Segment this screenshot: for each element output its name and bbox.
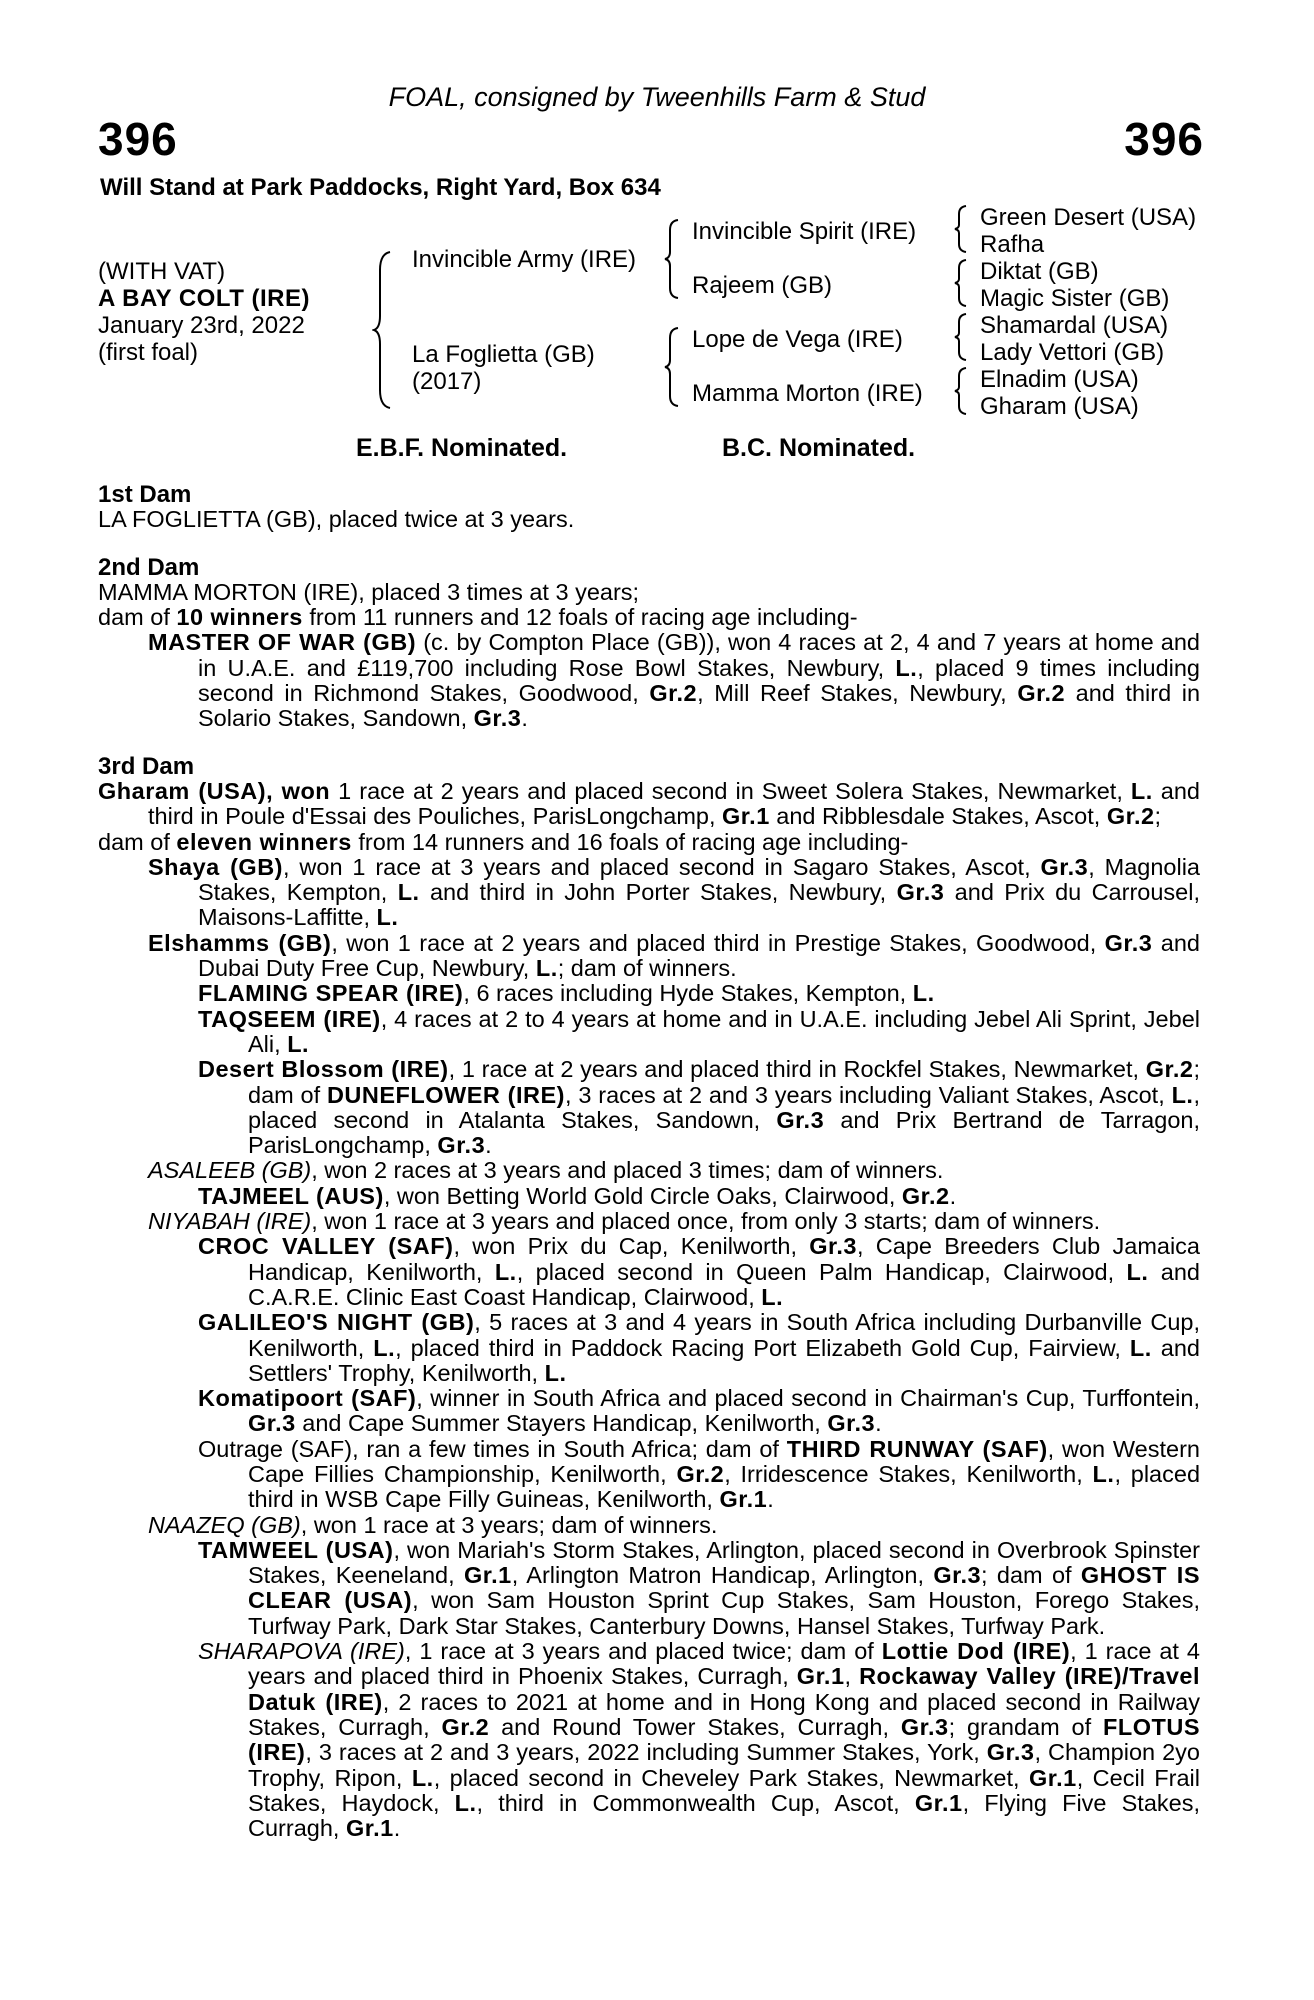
first-dam-heading: 1st Dam	[98, 481, 192, 508]
consignor-line: FOAL, consigned by Tweenhills Farm & Stud	[388, 82, 926, 112]
pedigree-sire-dam: Rajeem (GB)	[692, 272, 833, 299]
second-dam-line: MAMMA MORTON (IRE), placed 3 times at 3 years;	[98, 578, 640, 605]
foal-note: (first foal)	[98, 339, 199, 366]
list-item-tamweel: TAMWEEL (USA), won Mariah's Storm Stakes, Arlington, placed second in Overbrook Spinster Stakes, Keeneland, Gr.1, Arlington Matron Handicap, Arlington, Gr.3; dam of GHOST IS CLEAR (USA), won Sam Houston Sprint Cup Stakes, Sam Houston, Forego Stakes, Turfway Park, Dark Star Stakes, Canterbury Downs, Hansel Stakes, Turfway Park.	[198, 1536, 1201, 1639]
foaling-date: January 23rd, 2022	[98, 312, 305, 339]
pedigree-gen3-6: Lady Vettori (GB)	[980, 339, 1165, 366]
list-item-flaming-spear: FLAMING SPEAR (IRE), 6 races including Hyde Stakes, Kempton, L.	[198, 980, 935, 1007]
pedigree-brace-gen3-2	[954, 258, 968, 308]
pedigree-brace-sire	[664, 218, 680, 300]
pedigree-dam-year: (2017)	[412, 368, 482, 395]
list-item-komatipoort: Komatipoort (SAF), winner in South Africa and placed second in Chairman's Cup, Turffontein, Gr.3 and Cape Summer Stayers Handicap, Kenilworth, Gr.3.	[198, 1385, 1200, 1437]
list-item-desert-blossom: Desert Blossom (IRE), 1 race at 2 years and placed third in Rockfel Stakes, Newmarket, Gr.2; dam of DUNEFLOWER (IRE), 3 races at 2 and 3 years including Valiant Stakes, Ascot, L., placed second in Atalanta Stakes, Sandown, Gr.3 and Prix Bertrand de Tarragon, ParisLongchamp, Gr.3.	[198, 1056, 1200, 1159]
pedigree-sire: Invincible Army (IRE)	[412, 246, 637, 273]
pedigree-dam-dam: Mamma Morton (IRE)	[692, 380, 923, 407]
pedigree-brace-main	[372, 250, 394, 410]
list-item-asaleeb: ASALEEB (GB), won 2 races at 3 years and placed 3 times; dam of winners.	[148, 1157, 944, 1184]
list-item-tajmeel: TAJMEEL (AUS), won Betting World Gold Circle Oaks, Clairwood, Gr.2.	[198, 1182, 957, 1209]
pedigree-brace-gen3-4	[954, 366, 968, 416]
list-item-elshamms: Elshamms (GB), won 1 race at 2 years and placed third in Prestige Stakes, Goodwood, Gr.3 and Dubai Duty Free Cup, Newbury, L.; dam of winners.	[148, 929, 1200, 982]
pedigree-gen3-8: Gharam (USA)	[980, 393, 1139, 420]
stand-location: Will Stand at Park Paddocks, Right Yard, Box 634	[100, 174, 661, 201]
lot-number-left: 396	[98, 113, 178, 165]
pedigree-sire-sire: Invincible Spirit (IRE)	[692, 218, 917, 245]
pedigree-gen3-5: Shamardal (USA)	[980, 312, 1169, 339]
second-dam-heading: 2nd Dam	[98, 553, 200, 581]
list-item-naazeq: NAAZEQ (GB), won 1 race at 3 years; dam of winners.	[148, 1511, 718, 1538]
lot-number-right: 396	[1124, 113, 1204, 165]
first-dam-text: LA FOGLIETTA (GB), placed twice at 3 years.	[98, 506, 575, 533]
dam-line-text	[98, 482, 1200, 1841]
third-dam-gharam: Gharam (USA), won 1 race at 2 years and placed second in Sweet Solera Stakes, Newmarket, L. and third in Poule d'Essai des Pouliches, ParisLongchamp, Gr.1 and Ribblesdale Stakes, Ascot, Gr.2;	[98, 777, 1200, 830]
list-item-sharapova: SHARAPOVA (IRE), 1 race at 3 years and placed twice; dam of Lottie Dod (IRE), 1 race at 4 years and placed third in Phoenix Stakes, Curragh, Gr.1, Rockaway Valley (IRE)/Travel Datuk (IRE), 2 races to 2021 at home and in Hong Kong and placed second in Railway Stakes, Curragh, Gr.2 and Round Tower Stakes, Curragh, Gr.3; grandam of FLOTUS (IRE), 3 races at 2 and 3 years, 2022 including Summer Stakes, York, Gr.3, Champion 2yo Trophy, Ripon, L., placed second in Cheveley Park Stakes, Newmarket, Gr.1, Cecil Frail Stakes, Haydock, L., third in Commonwealth Cup, Ascot, Gr.1, Flying Five Stakes, Curragh, Gr.1.	[198, 1638, 1201, 1842]
list-item-croc-valley: CROC VALLEY (SAF), won Prix du Cap, Kenilworth, Gr.3, Cape Breeders Club Jamaica Handicap, Kenilworth, L., placed second in Queen Palm Handicap, Clairwood, L. and C.A.R.E. Clinic East Coast Handicap, Clairwood, L.	[198, 1233, 1200, 1310]
pedigree-brace-gen3-1	[954, 204, 968, 254]
pedigree-gen3-1: Green Desert (USA)	[980, 204, 1197, 231]
list-item-taqseem: TAQSEEM (IRE), 4 races at 2 to 4 years at home and in U.A.E. including Jebel Ali Sprint, Jebel Ali, L.	[198, 1005, 1200, 1057]
list-item-outrage: Outrage (SAF), ran a few times in South Africa; dam of THIRD RUNWAY (SAF), won Western Cape Fillies Championship, Kenilworth, Gr.2, Irridescence Stakes, Kenilworth, L., placed third in WSB Cape Filly Guineas, Kenilworth, Gr.1.	[198, 1435, 1201, 1513]
list-item-niyabah: NIYABAH (IRE), won 1 race at 3 years and placed once, from only 3 starts; dam of winners.	[148, 1208, 1101, 1235]
horse-description: A BAY COLT (IRE)	[98, 285, 311, 312]
pedigree-brace-dam	[664, 326, 680, 408]
horse-identity	[98, 258, 310, 366]
vat-note: (WITH VAT)	[98, 258, 226, 285]
pedigree-gen3-4: Magic Sister (GB)	[980, 285, 1170, 312]
third-dam-heading: 3rd Dam	[98, 752, 195, 780]
pedigree-gen3-2: Rafha	[980, 231, 1045, 258]
second-dam-produce: dam of 10 winners from 11 runners and 12 foals of racing age including-	[98, 604, 858, 631]
list-item-galileos-night: GALILEO'S NIGHT (GB), 5 races at 3 and 4 years in South Africa including Durbanville Cup, Kenilworth, L., placed third in Paddock Racing Port Elizabeth Gold Cup, Fairview, L. and Settlers' Trophy, Kenilworth, L.	[198, 1309, 1200, 1386]
pedigree-dam-sire: Lope de Vega (IRE)	[692, 326, 903, 353]
pedigree-gen3-3: Diktat (GB)	[980, 258, 1099, 285]
ebf-nomination: E.B.F. Nominated.	[356, 434, 568, 462]
pedigree-brace-gen3-3	[954, 312, 968, 362]
list-item-master-of-war: MASTER OF WAR (GB) (c. by Compton Place (GB)), won 4 races at 2, 4 and 7 years at home and in U.A.E. and £119,700 including Rose Bowl Stakes, Newbury, L., placed 9 times including second in Richmond Stakes, Goodwood, Gr.2, Mill Reef Stakes, Newbury, Gr.2 and third in Solario Stakes, Sandown, Gr.3.	[148, 629, 1201, 732]
pedigree-gen3-7: Elnadim (USA)	[980, 366, 1139, 393]
third-dam-produce: dam of eleven winners from 14 runners and 16 foals of racing age including-	[98, 828, 909, 855]
pedigree-dam: La Foglietta (GB)	[412, 341, 595, 368]
bc-nomination: B.C. Nominated.	[722, 434, 916, 462]
list-item-shaya: Shaya (GB), won 1 race at 3 years and placed second in Sagaro Stakes, Ascot, Gr.3, Magnolia Stakes, Kempton, L. and third in John Porter Stakes, Newbury, Gr.3 and Prix du Carrousel, Maisons-Laffitte, L.	[148, 853, 1200, 931]
